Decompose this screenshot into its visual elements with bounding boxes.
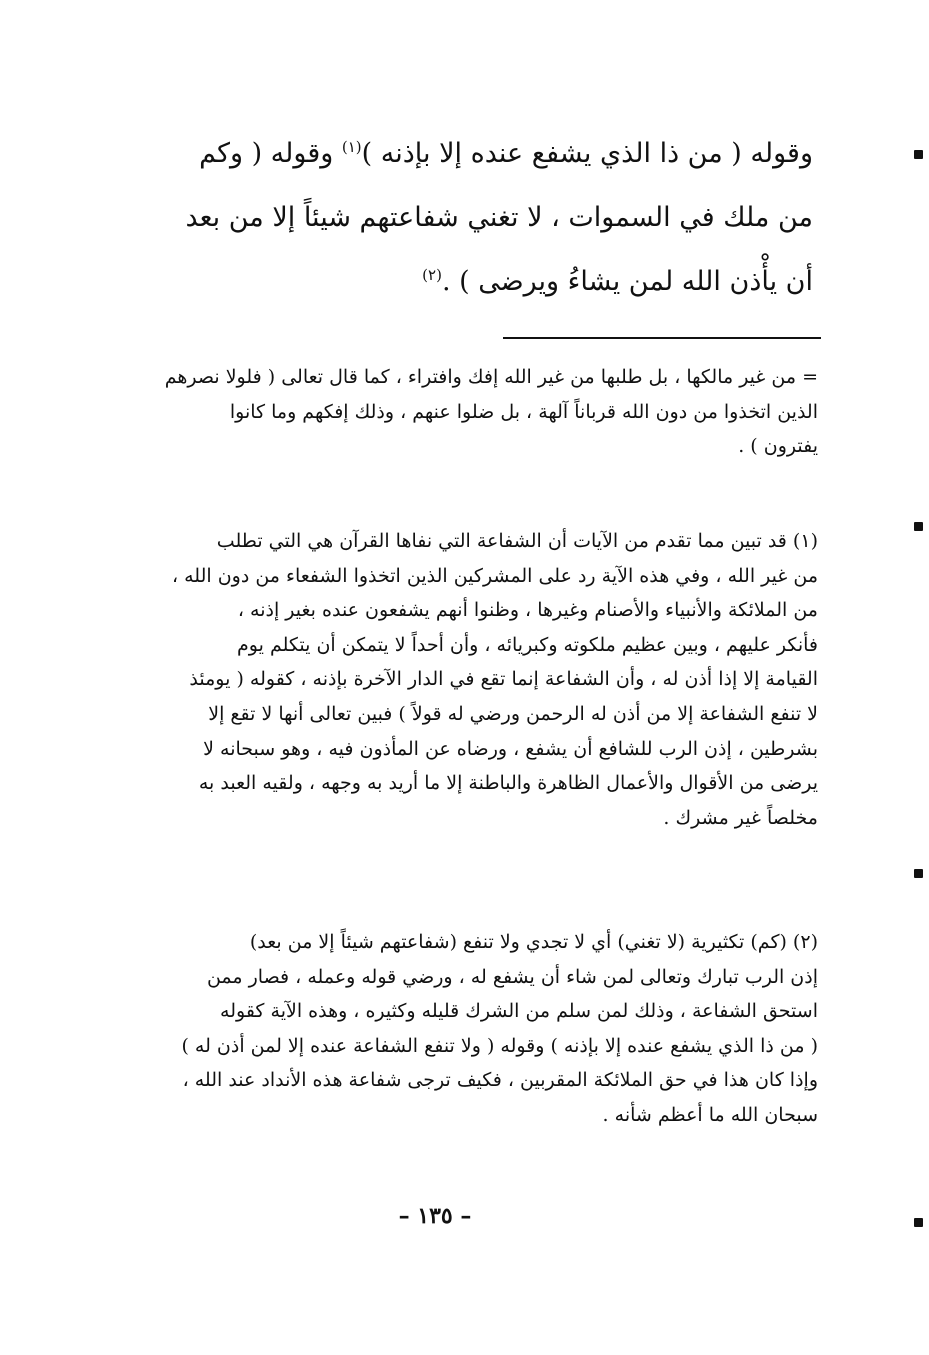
- footnote-line: = من غير مالكها ، بل طلبها من غير الله إفك وافتراء ، كما قال تعالى ( فلولا نصرهم: [164, 366, 818, 388]
- footnote-line: ( من ذا الذي يشفع عنده إلا بإذنه ) وقوله ( ولا تنفع الشفاعة عنده إلا لمن أذن له ): [181, 1034, 818, 1057]
- footnote-line: فأنكر عليهم ، وبين عظيم ملكوته وكبريائه ، وأن أحداً لا يتمكن أن يتكلم يوم: [237, 633, 818, 656]
- footnote-line: وإذا كان هذا في حق الملائكة المقربين ، فكيف ترجى شفاعة هذه الأنداد عند الله ،: [182, 1069, 818, 1092]
- main-line-text: أن يأْذن الله لمن يشاءُ ويرضى ) .: [441, 266, 813, 297]
- footnote-line: لا تنفع الشفاعة إلا من أذن له الرحمن ورضي له قولاً ) فبين تعالى أنها لا تقع إلا: [208, 702, 818, 725]
- footnote-line: مخلصاً غير مشرك .: [663, 806, 818, 829]
- page-number: – ١٣٥ –: [398, 1203, 472, 1229]
- footnote-line: يرضى من الأقوال والأعمال الظاهرة والباطنة إلا ما أريد به وجهه ، ولقيه العبد به: [198, 772, 818, 795]
- margin-mark: [914, 1218, 923, 1227]
- footnote-line: (٢) (كم) تكثيرية (لا تغني) أي لا تجدي ولا تنفع (شفاعتهم شيئاً إلا من بعد): [249, 931, 818, 953]
- footnote-line: من غير الله ، وفي هذه الآية رد على المشركين الذين اتخذوا الشفعاء من دون الله ،: [171, 564, 818, 587]
- main-line-tail: وقوله ( وكم: [199, 138, 334, 169]
- main-text: [88, 122, 813, 314]
- footnote-line: إذن الرب تبارك وتعالى لمن شاء أن يشفع له ، ورضي قوله وعمله ، فصار ممن: [206, 965, 818, 988]
- footnote-line: يفترون ) .: [738, 435, 818, 458]
- footnote-line: استحق الشفاعة ، وذلك لمن سلم من الشرك قليله وكثيره ، وهذه الآية كقوله: [220, 1000, 818, 1023]
- footnote-separator: [503, 337, 821, 339]
- footnote-line: الذين اتخذوا من دون الله قرباناً آلهة ، بل ضلوا عنهم ، وذلك إفكهم وما كانوا: [229, 400, 818, 423]
- margin-mark: [914, 522, 923, 531]
- main-text-line: [88, 122, 813, 186]
- main-text-line: [88, 250, 813, 314]
- footnote-line: من الملائكة والأنبياء والأصنام وغيرها ، وظنوا أنهم يشفعون عنده بغير إذنه ،: [237, 599, 818, 622]
- footnote-line: القيامة إلا إذا أذن له ، وأن الشفاعة إنما تقع في الدار الآخرة بإذنه ، كقوله ( يومئذ: [189, 668, 818, 691]
- main-line-text: وقوله ( من ذا الذي يشفع عنده إلا بإذنه ): [361, 138, 813, 169]
- footnote-line: سبحان الله ما أعظم شأنه .: [602, 1103, 818, 1126]
- margin-mark: [914, 150, 923, 159]
- footnote-ref-1: (١): [341, 138, 362, 156]
- footnote-continuation: [88, 360, 818, 464]
- main-text-line: من ملك في السموات ، لا تغني شفاعتهم شيئاً إلا من بعد: [185, 202, 813, 233]
- footnote-1: [88, 524, 818, 835]
- footnote-line: بشرطين ، إذن الرب للشافع أن يشفع ، ورضاه عن المأذون فيه ، وهو سبحانه لا: [203, 737, 818, 760]
- footnote-ref-2: (٢): [422, 266, 442, 284]
- margin-mark: [914, 869, 923, 878]
- footnote-2: [88, 925, 818, 1133]
- footnote-line: (١) قد تبين مما تقدم من الآيات أن الشفاعة التي نفاها القرآن هي التي تطلب: [216, 530, 818, 552]
